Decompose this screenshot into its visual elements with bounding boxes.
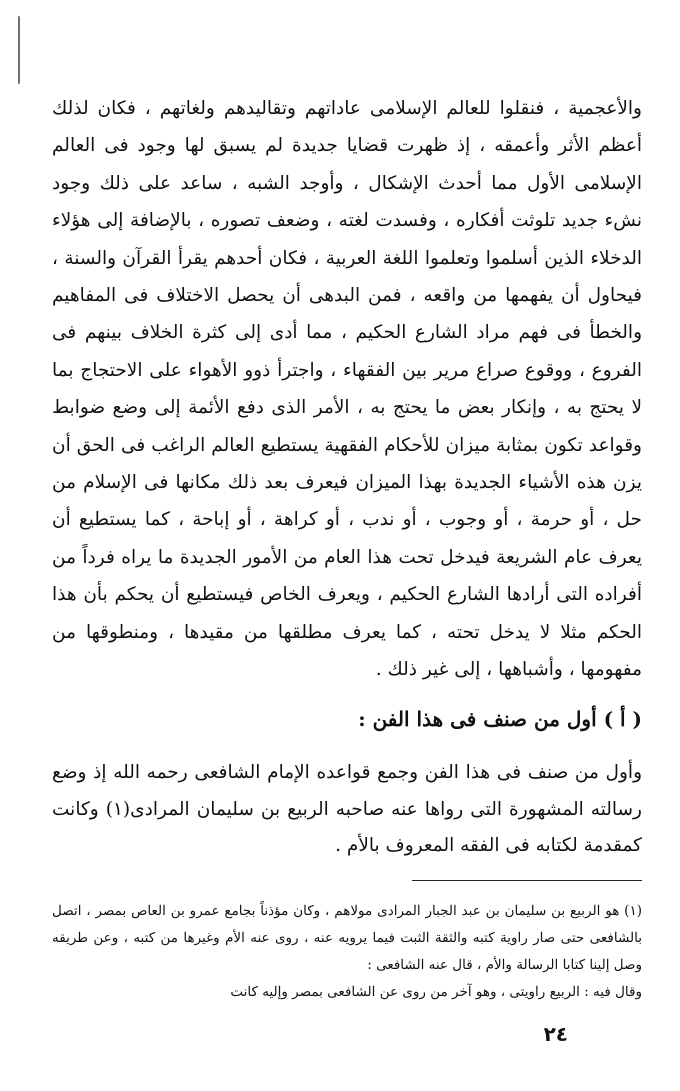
footnote-separator [412,880,642,881]
page-number: ٢٤ [543,1022,568,1046]
section-heading: ( أ ) أول من صنف فى هذا الفن : [358,707,642,731]
footnotes-block [52,898,642,1006]
scan-edge-mark [18,16,20,84]
footnote-line: وقال فيه : الربيع راويتى ، وهو آخر من روى عن الشافعى بمصر وإليه كانت [230,984,642,1000]
section-text-block [52,755,642,865]
main-paragraph: والأعجمية ، فنقلوا للعالم الإسلامى عاداتهم وتقاليدهم ولغاتهم ، فكان لذلك أعظم الأثر وأعمقه ، إذ ظهرت قضايا جديدة لم يسبق لها وجود فى العالم الإسلامى الأول مما أحدث الإشكال ، وأوجد الشبه ، ساعد على ذلك وجود نشء جديد تلوثت أفكاره ، وفسدت لغته ، وضعف تصوره ، بالإضافة إلى هؤلاء الدخلاء الذين أسلموا وتعلموا اللغة العربية ، فكان أحدهم يقرأ القرآن والسنة ، فيحاول أن يفهمها من واقعه ، فمن البدهى أن يحصل الاختلاف فى المفاهيم والخطأ فى فهم مراد الشارع الحكيم ، مما أدى إلى كثرة الخلاف بينهم فى الفروع ، ووقوع صراع مرير بين الفقهاء ، واجترأ ذوو الأهواء على الاحتجاج بما لا يحتج به ، وإنكار بعض ما يحتج به ، الأمر الذى دفع الأئمة إلى وضع ضوابط وقواعد تكون بمثابة ميزان للأحكام الفقهية يستطيع العالم الراغب فى الحق أن يزن هذه الأشياء الجديدة بهذا الميزان فيعرف بعد ذلك مكانها فى الإسلام من حل ، أو حرمة ، أو وجوب ، أو ندب ، أو كراهة ، أو إباحة ، كما يستطيع أن يعرف عام الشريعة فيدخل تحت هذا العام من الأمور الجديدة ما يراه فرداً من أفراده التى أرادها الشارع الحكيم ، ويعرف الخاص فيستطيع أن يحكم بأن هذا الحكم مثلا لا يدخل تحته ، كما يعرف مطلقها من مقيدها ، ومنطوقها من مفهومها ، وأشباهها ، إلى غير ذلك . [52,98,642,681]
main-text-block [52,90,642,689]
footnote-line: (١) هو الربيع بن سليمان بن عبد الجبار المرادى مولاهم ، وكان مؤذناً بجامع عمرو بن العاص بمصر ، اتصل بالشافعى حتى صار راوية كتبه والثقة الثبت فيما يرويه عنه ، روى عنه الأم وغيرها من كتبه ، وعن طريقه وصل إلينا كتابا الرسالة والأم ، قال عنه الشافعى : [52,903,642,973]
section-paragraph: وأول من صنف فى هذا الفن وجمع قواعده الإمام الشافعى رحمه الله إذ وضع رسالته المشهورة التى رواها عنه صاحبه الربيع بن سليمان المرادى(١) وكانت كمقدمة لكتابه فى الفقه المعروف بالأم . [52,762,642,856]
